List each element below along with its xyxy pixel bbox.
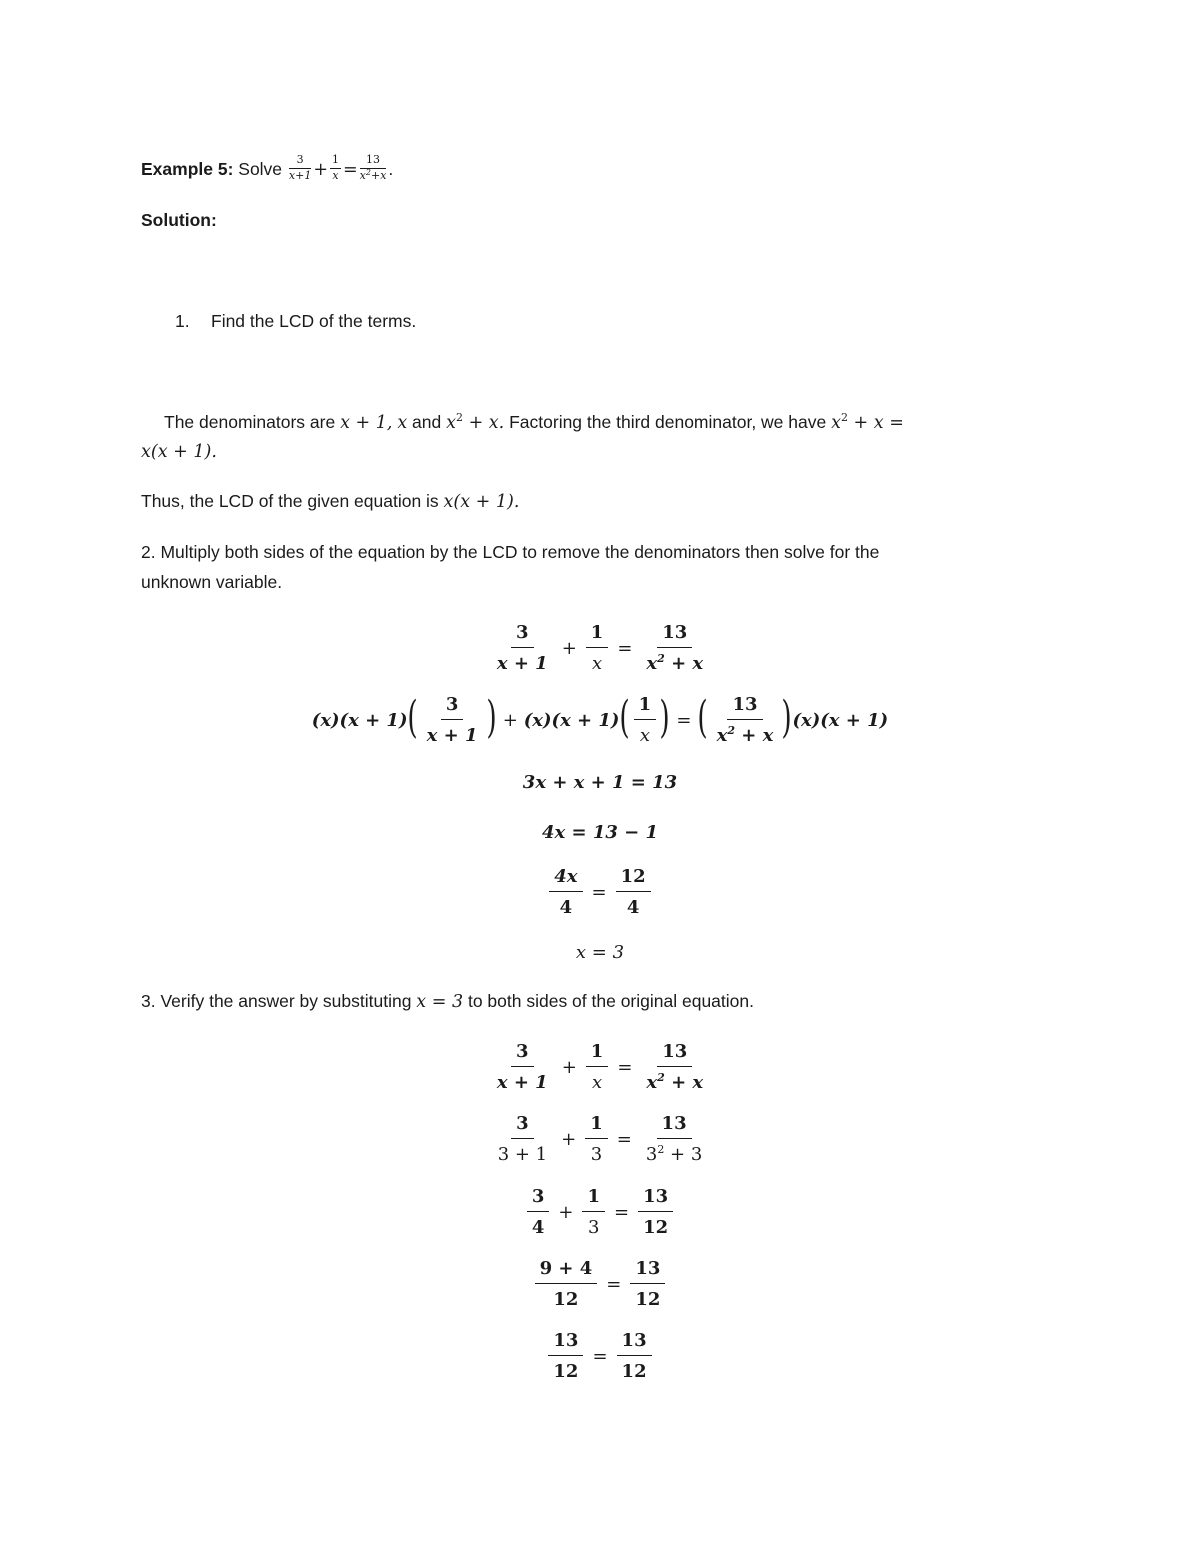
fraction: $\frac{3}{3 + 1}$ bbox=[497, 1113, 548, 1165]
verify-substituted: $\frac{3}{3 + 1}$ + $\frac{1}{3}$ = $\frac{13}{3^2 + 3}$ bbox=[0, 1113, 1200, 1165]
heading-fraction-3: $\frac{13}{x^2+x}$ bbox=[359, 153, 387, 182]
fraction: $\frac{13}{12}$ bbox=[630, 1258, 665, 1310]
fraction: $\frac{13}{x^2 + x}$ bbox=[646, 1041, 704, 1093]
denominators-paragraph: The denominators are x + 1, x and $x^2 + x$. Factoring the third denominator, we have $x^2 + x$ = bbox=[164, 411, 904, 433]
heading-fraction-1: $\frac{3}{x+1}$ bbox=[288, 153, 312, 182]
fraction: $\frac{1}{3}$ bbox=[585, 1113, 608, 1165]
step-2-line-2: unknown variable. bbox=[141, 572, 283, 592]
example-label: Example 5: bbox=[141, 158, 234, 179]
equation-cleared: 3x + x + 1 = 13 bbox=[522, 772, 678, 793]
solution-label: Solution: bbox=[141, 210, 217, 230]
heading-equals: = bbox=[343, 159, 358, 180]
step-3-text: 3. Verify the answer by substituting x = 3 to both sides of the original equation. bbox=[141, 991, 754, 1012]
fraction: $\frac{4x}{4}$ bbox=[549, 866, 582, 918]
fraction: $\frac{13}{x^2 + x}$ bbox=[716, 694, 774, 746]
example-heading bbox=[141, 153, 394, 184]
verify-original: $\frac{3}{x + 1}$ + $\frac{1}{x}$ = $\frac{13}{x^2 + x}$ bbox=[0, 1041, 1200, 1093]
equation-divided: $\frac{4x}{4}$ = $\frac{12}{4}$ bbox=[0, 866, 1200, 918]
equation-combined: 4x = 13 − 1 bbox=[541, 822, 659, 843]
factored-form: x(x + 1). bbox=[141, 442, 217, 462]
equation-original: $\frac{3}{x + 1}$ + $\frac{1}{x}$ = $\frac{13}{x^2 + x}$ bbox=[0, 622, 1200, 674]
verify-final: $\frac{13}{12}$ = $\frac{13}{12}$ bbox=[0, 1330, 1200, 1382]
lcd-paragraph: Thus, the LCD of the given equation is x(x + 1). bbox=[141, 491, 520, 512]
step-1-text: Find the LCD of the terms. bbox=[211, 311, 417, 331]
verify-simplified: $\frac{3}{4}$ + $\frac{1}{3}$ = $\frac{13}{12}$ bbox=[0, 1186, 1200, 1238]
step-2-line-1: 2. Multiply both sides of the equation by the LCD to remove the denominators then solve for the bbox=[141, 542, 880, 562]
fraction: $\frac{1}{x}$ bbox=[586, 622, 609, 674]
fraction: $\frac{3}{x + 1}$ bbox=[496, 1041, 548, 1093]
fraction: $\frac{1}{x}$ bbox=[634, 694, 657, 746]
heading-period: . bbox=[388, 158, 394, 179]
fraction: $\frac{13}{12}$ bbox=[617, 1330, 652, 1382]
verify-common-denominator: $\frac{9 + 4}{12}$ = $\frac{13}{12}$ bbox=[0, 1258, 1200, 1310]
fraction: $\frac{13}{12}$ bbox=[638, 1186, 673, 1238]
equation-multiplied: (x)(x + 1) ( $\frac{3}{x + 1}$ ) + (x)(x + 1) ( $\frac{1}{x}$ ) = ( $\frac{13}{x^2 + x}$ ) (x)(x + 1) bbox=[311, 692, 889, 746]
fraction: $\frac{12}{4}$ bbox=[616, 866, 651, 918]
fraction: $\frac{3}{x + 1}$ bbox=[496, 622, 548, 674]
fraction: $\frac{1}{x}$ bbox=[586, 1041, 609, 1093]
equation-result: x = 3 bbox=[575, 942, 625, 963]
fraction: $\frac{3}{4}$ bbox=[527, 1186, 550, 1238]
fraction: $\frac{3}{x + 1}$ bbox=[426, 694, 478, 746]
heading-fraction-2: $\frac{1}{x}$ bbox=[332, 153, 339, 182]
fraction: $\frac{9 + 4}{12}$ bbox=[535, 1258, 598, 1310]
heading-plus: + bbox=[313, 159, 328, 180]
fraction: $\frac{13}{x^2 + x}$ bbox=[646, 622, 704, 674]
step-1-number: 1. bbox=[175, 311, 190, 331]
fraction: $\frac{1}{3}$ bbox=[582, 1186, 605, 1238]
fraction: $\frac{13}{12}$ bbox=[548, 1330, 583, 1382]
fraction: $\frac{13}{3^2 + 3}$ bbox=[645, 1113, 703, 1165]
solve-word: Solve bbox=[233, 158, 287, 179]
